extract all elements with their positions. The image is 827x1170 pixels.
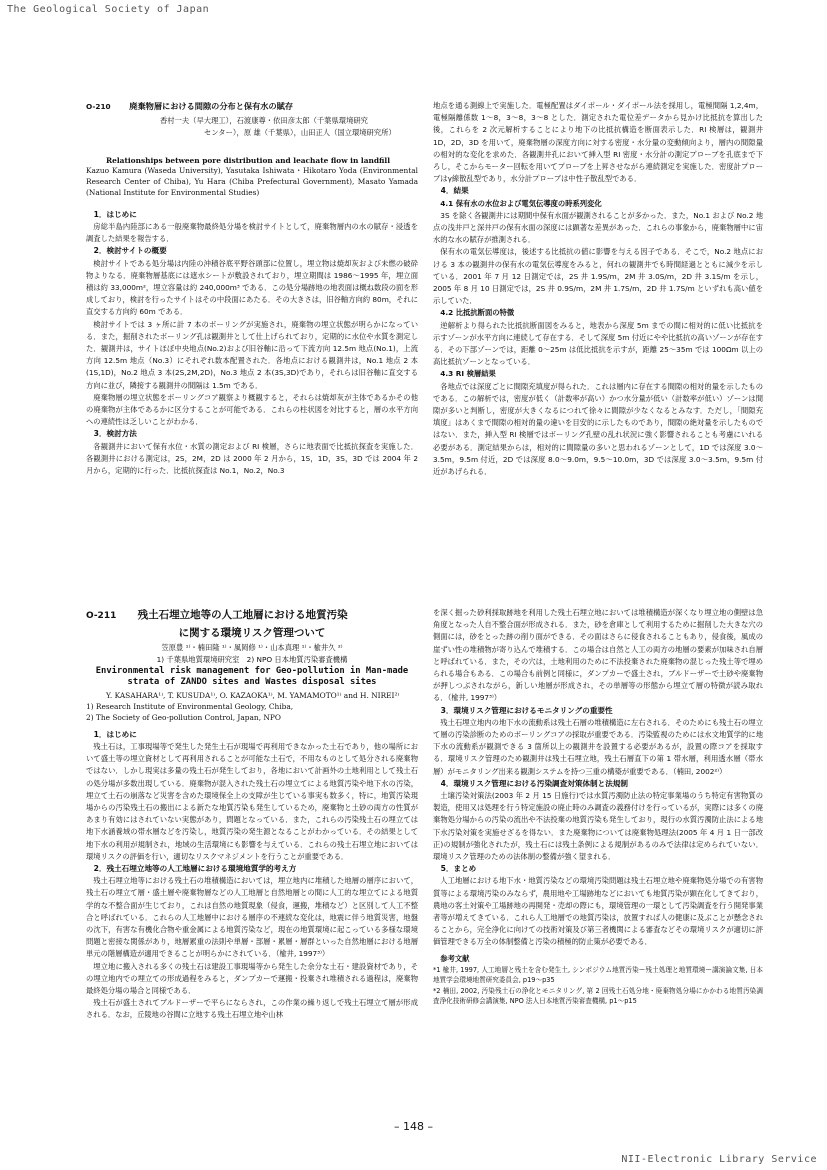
o210-authors-en: Kazuo Kamura (Waseda University), Yasutaka Ishiwata・Hikotaro Yoda (Environmental Research Center of Chiba), Yu Hara (Chiba Prefectural Government), Masato Yamada (National Institute for Environmental Studies) xyxy=(86,166,418,197)
o211-title-jp-2: に関する環境リスク管理ついて xyxy=(178,627,326,639)
o210-authors-jp-2: センター），原 雄（千葉県），山田正人（国立環境研究所） xyxy=(204,128,396,138)
o210-para-2b: 検討サイトでは 3 ヶ所に計 7 本のボーリングが実施され，廃棄物の埋立状態が明らかになっている．また，掘削されたボーリング孔は観測井として仕上げられており，定期的に水位や水質を測定した．観測井は，サイトほぼ中央地点(No.2)および旧谷軸に沿って下流方向 12.5m 地点(No.1)，上流方向 12.5m 地点（No.3）にそれぞれ数本配置された．各地点における観測井は，No.1 地点 2 本(1S,1D)，No.2 地点 3 本(2S,2M,2D)，No.3 地点 2 本(3S,3D)であり，それらは旧谷軸に直交する方向に並び，隣接する観測井の間隔は 1.5m である． xyxy=(86,319,418,390)
o210-code: O-210 xyxy=(86,102,111,111)
o211-title-en: Environmental risk management for Geo-pollution in Man-made strata of ZANDO sites and Wastes disposal sites xyxy=(95,666,409,688)
o211-para-3: 残土石埋立地内の地下水の流動系は残土石層の堆積構造に左右される．そのためにも残土石の埋立て層の汚染診断のためのボーリングコアの採取が重要である．汚染監視のためには水文地質学的に地下水の流動系が観測できる 3 箇所以上の観測井を設置する必要があるが，設置の際コアを採取する．環境リスク管理のため観測井は残土石埋立地，残土石層直下の第 1 帯水層，利用透水層（帯水層）がモニタリング出来る観測システムを持つ三重の構築が重要である．（楠田, 2002²⁾） xyxy=(433,717,763,776)
o211-authors-jp: 笠原豊 ¹⁾・楠田隆 ¹⁾・風岡修 ¹⁾・山本真理 ¹⁾・楡井久 ²⁾ xyxy=(161,643,343,652)
o210-para-2c: 廃棄物層の埋立状態をボーリングコア観察より概観すると，それらは焼却灰が主体であるかその他の廃棄物が主体であるかに区分することが可能である．これらの柱状図を対比すると，層の水平方向への連続性は乏しいことがわかる． xyxy=(86,392,418,427)
o211-section-1: 1．はじめに xyxy=(93,729,137,739)
o211-section-4: 4．環境リスク管理における汚染調査対策体制と法規制 xyxy=(440,778,628,788)
o211-para-1: 残土石は，工事現場等で発生した発生土石が現場で再利用できなかった土石であり，他の場所において盛土等の埋立資材として再利用されることが可能な土石で，不用なものとして処分される廃棄物ではない．しかし現実は多量の残土石が発生しており，各地において計画外の土地利用として残土石の処分場が多数出現している．廃棄物が混入された残土石の埋立てによる地質汚染や地下水の汚染，埋立て土石の崩落など災害を含めた環境保全上の支障が生じている事実も数多く，特に，地質汚染現場からの汚染残土石の搬出による新たな地質汚染も発生しているため，廃棄物と土砂の両方の性質があまり有効にはされていない実態があり，問題となっている．また，これらの汚染残土石の埋立ては地下水涵養域の帯水層などを汚染し，地質汚染の発生源となることがわかっている．その結果として地下水の利用が規制され，地域の生活環境にも影響を与えている．これらの残土石埋立地においては環境リスクの評価を行い，適切なリスクマネジメントを行うことが重要である． xyxy=(86,742,418,861)
o211-authors-en: Y. KASAHARA¹⁾, T. KUSUDA¹⁾, O. KAZAOKA¹⁾, M. YAMAMOTO¹⁾ and H. NIREI²⁾ xyxy=(106,691,400,701)
o210-section-4-1: 4.1 保有水の水位および電気伝導度の時系列変化 xyxy=(440,198,602,208)
o211-para-2b: 埋立地に搬入される多くの残土石は建設工事現場等から発生した余分な土石・建設資材であり，その埋立地内での埋立ての形成過程をみると，ダンプカーで運搬・投棄され堆積される過程は，廃棄物最終処分場の場合と同様である． xyxy=(86,961,418,996)
o211-section-2: 2．残土石埋立地等の人工地層における環境地質学的考え方 xyxy=(93,864,297,874)
o210-section-4-3: 4.3 RI 検層結果 xyxy=(440,369,496,379)
o211-affil-jp: 1) 千葉県地質環境研究室 2) NPO 日本地質汚染審査機構 xyxy=(156,655,348,665)
o210-title-jp: 廃棄物層における間隙の分布と保有水の賦存 xyxy=(129,101,294,111)
o210-left-column xyxy=(86,100,418,575)
o210-para-4-1a: 3S を除く各観測井には期間中保有水面が観測されることが多かった．また，No.1 および No.2 地点の浅井戸と深井戸の保有水面の深度には顕著な差異があった．これらの事象から，廃棄物層中に宙水的な水の賦存が推測される． xyxy=(433,210,763,245)
o211-para-2c: 残土石が盛土されてブルドーザーで平らにならされ，この作業の繰り返しで残土石埋立て層が形成される．なお，丘陵地の谷間に立地する残土石埋立地や山林 xyxy=(86,998,418,1020)
o211-reference-1: *1 楡井, 1997, 人工地層と残土を含む発生土, シンポジウム地質汚染ー残土処理と地質環境ー講演論文集, 日本地質学会環境地質研究委員会, p19〜p35 xyxy=(433,965,763,985)
o210-section-3: 3．検討方法 xyxy=(93,429,137,439)
o211-reference-2: *2 楠田, 2002, 汚染残土石の浄化とモニタリング, 第 2 回残土石処分地・廃棄物処分場にかかわる地質汚染調査浄化技術研修会講演集, NPO 法人日本地質汚染審査機構, p1〜p15 xyxy=(433,986,763,1006)
o210-para-4-3: 各地点では深度ごとに間隙充填度が得られた．これは層内に存在する間隙の相対的量を示したものである．この解析では，密度が低く（計数率が高い）かつ水分量が低い（計数率が低い）ゾーンは間隙が多いと判断し，密度が大きくなるにつれて徐々に間隙が少なくなるとみなす．ただし，「間隙充填度」はあくまで間隙の相対的量の違いを目安的に示したものであり，間隙の絶対量を示したものではない．また，挿入型 RI 検層ではボーリング孔壁の乱れ状況に強く影響されることも考慮にいれる必要がある．測定結果からは，相対的に間隙量の多いと思われるゾーンとして，1D では深度 3.0〜3.5m，9.5m 付近，2D では深度 8.0〜9.0m，9.5〜10.0m，3D では深度 3.0〜3.5m，9.5m 付近があげられる． xyxy=(433,381,763,477)
o210-section-4: 4．結果 xyxy=(440,186,469,196)
o210-para-3b: 地点を通る測線上で実施した．電極配置はダイポール・ダイポール法を採用し，電極間隔 1,2,4m，電極隔離係数 1〜8，3〜8，3〜8 とした．測定された電位差データから見かけ比抵抗を算出した後，これらを 2 次元解析することにより地下の比抵抗構造を断面表示した．RI 検層は，観測井 1D，2D，3D を用いて，廃棄物層の深度方向に対する密度・水分量の変動傾向より，層内の間隙量の相対的な変化を求めた．各観測井孔において挿入型 RI 密度・水分計の測定プローブを孔底まで下ろし，そこからモーター回転を用いてプローブを上昇させながら連続測定を実施した．密度計プローブはγ線散乱型であり，水分計プローブは中性子散乱型である． xyxy=(433,101,763,184)
o211-references-title: 参考文献 xyxy=(440,953,470,963)
o210-right-column xyxy=(433,100,763,575)
o211-left-column xyxy=(86,607,418,1107)
o211-para-5: 人工地層における地下水・地質汚染などの環境汚染問題は残土石埋立地や廃棄物処分場での有害物質等による環境汚染のみならず，農用地や工場跡地などにおいても地質汚染が顕在化してきており，農地の客土対策や工場跡地の再開発・売却の際にも，環境管理の一環として汚染調査を行う開発事業者等が増えてきている．これら人工地層での地質汚染は，放置すれば人の健康に及ぶことが懸念されることから，完全浄化に向けての技術対策及び第三者機関による審査などその環境リスクが適切に評価管理できる万全の体制整備と汚染の積極的防止策が必要である． xyxy=(433,876,763,947)
o210-para-4-1b: 保有水の電気伝導度は，後述する比抵抗の値に影響を与える因子である．そこで，No.2 地点における 3 本の観測井の保有水の電気伝導度をみると，何れの観測井でも時間経過とともに減少を示している．2001 年 7 月 12 日測定では，2S 井 1.9S/m，2M 井 3.0S/m，2D 井 3.1S/m を示し，2005 年 8 月 10 日測定では，2S 井 0.9S/m，2M 井 1.7S/m，2D 井 1.7S/m といずれも高い値を示していた． xyxy=(433,247,763,306)
page-number: – 148 – xyxy=(394,1120,433,1133)
o210-authors-jp-1: 香村一夫（早大理工），石渡康尊・依田彦太郎（千葉県環境研究 xyxy=(160,116,368,126)
o210-section-4-2: 4.2 比抵抗断面の特徴 xyxy=(440,308,515,318)
o211-section-3: 3．環境リスク管理におけるモニタリングの重要性 xyxy=(440,705,613,715)
society-header: The Geological Society of Japan xyxy=(7,4,210,15)
o210-para-1: 房総半島内陸部にある一般廃棄物最終処分場を検討サイトとして，廃棄物層内の水の賦存・浸透を調査した結果を報告する． xyxy=(86,222,418,244)
o210-para-3: 各観測井において保有水位・水質の測定および RI 検層，さらに地表面で比抵抗探査を実施した．各観測井における測定は，2S，2M，2D は 2000 年 2 月から，1S，1D，3S，3D では 2004 年 2 月から，定期的に行った．比抵抗探査は No.1，No.2，No.3 xyxy=(86,441,418,476)
o211-code: O-211 xyxy=(86,611,117,621)
o210-title-en: Relationships between pore distribution and leachate flow in landfill xyxy=(106,155,391,165)
o210-para-4-2: 逆解析より得られた比抵抗断面図をみると，地表から深度 5m までの間に相対的に低い比抵抗を示すゾーンが水平方向に連続して存在する．そして深度 5m 付近にやや比抵抗の高いゾーンが存在する．その下部ゾーンでは，距離 0〜25m は低比抵抗を示すが，距離 25〜35m では 100Ωm 以上の高比抵抗ゾーンとなっている． xyxy=(433,320,763,367)
o211-section-5: 5．まとめ xyxy=(440,864,477,874)
o211-affil-en-2: 2) The Society of Geo-pollution Control, Japan, NPO xyxy=(86,713,281,722)
o210-para-2a: 検討サイトである処分場は内陸の沖積谷底平野谷頭部に位置し，埋立物は焼却灰および未燃の破砕物よりなる．廃棄物層基底には遮水シートが敷設されており，埋立期間は 1986〜1995 年，埋立面積は約 33,000m²，埋立容量は約 240,000m³ である．この処分場跡地の地表面は概ね数段の面を形成しており，検討を行ったサイトはその中段面にあたる．その大きさは，旧谷軸方向約 80m，それに直交する方向約 60m である． xyxy=(86,258,418,317)
o211-affil-en-1: 1) Research Institute of Environmental Geology, Chiba, xyxy=(86,702,294,712)
o211-para-2a: 残土石埋立地等における残土石の堆積構造においては，埋立地内に堆積した地層の層序において，残土石の埋立て層・盛土層や廃棄物層などの人工地層と自然地層との間に人工的な埋立てによる地質学的な不整合面が生じており，これは自然の地質現象（侵食，運搬，堆積など）と区別して人工不整合と呼ばれている．これらの人工地層中における層序の不連続な変化は，地震に伴う地質災害，地盤の沈下，有害な有機化合物や重金属による地質汚染など，現在の地質環境に起こっている多様な環境問題と密接な関係があり，地層累重の法則や単層・部層・累層・層群といった自然地層における地層単元の階層構造が適用できることが明らかにされている．（楡井, 1997³⁾） xyxy=(86,876,418,959)
o210-section-1: 1．はじめに xyxy=(93,209,137,219)
o211-right-column xyxy=(433,607,763,1107)
o211-para-4: 土壌汚染対策法(2003 年 2 月 15 日施行)では水質汚濁防止法の特定事業場のうち特定有害物質の製造，使用又は処理を行う特定施設の廃止時のみ調査の義務付けを行っているが，実際には多くの廃棄物処分場からの汚染の流出や不法投棄の地質汚染も発生しており，現行の水質汚濁防止法による地下水汚染対策を実施せざるを得ない．また廃棄物については廃棄物処理法(2005 年 4 月 1 日一部改正)の規制が強化されたが，残土石には残土条例による規制があるのみで法律は定められていない．環境リスク管理のための法体制の整備が強く望まれる． xyxy=(433,791,763,862)
o211-title-jp-1: 残土石埋立地等の人工地層における地質汚染 xyxy=(137,609,348,621)
library-footer: NII-Electronic Library Service xyxy=(621,1154,817,1165)
o211-para-2d: を深く掘った砂利採取跡地を利用した残土石埋立地においては堆積構造が深くなり埋立地の側壁は急角度となった人自不整合面が形成される．また，砂を倉庫として利用するために掘削した大きな穴の側面には，砂をとった跡の削り面ができる．その面はさらに侵食されることもあり，侵食後，風成の崖ずい性の堆積物が寄り込んで堆積する．この場合は自然と人工の両方の地層の要素が加味され自層と呼ばれている．また，その穴は，土地利用のために不法投棄された廃棄物の混じった残土等で埋められる場合もある．この場合も前例と同様に，ダンプカーで盛土され，ブルドーザーで土砂や廃棄物が押しつぶされながら，新しい地層が形成され，その単層等の形態から埋立て層の特徴が読み取れる．（楡井, 1997³⁾） xyxy=(433,608,763,703)
o210-section-2: 2．検討サイトの概要 xyxy=(93,246,167,256)
